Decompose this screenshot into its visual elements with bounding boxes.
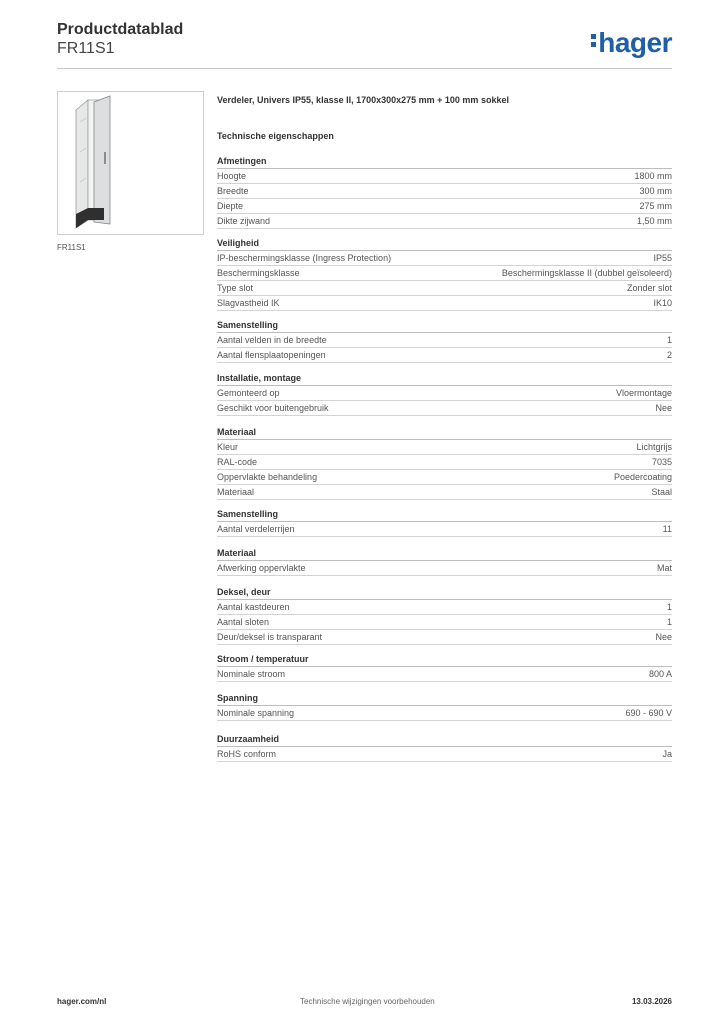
spec-value: Nee (655, 632, 672, 642)
spec-value: Nee (655, 403, 672, 413)
spec-value: 2 (666, 350, 672, 360)
section-afmetingen (217, 154, 672, 229)
spec-row (217, 600, 672, 615)
section-title: Duurzaamheid (217, 732, 672, 747)
spec-value: 300 mm (639, 186, 672, 196)
spec-label: Aantal flensplaatopeningen (217, 350, 326, 360)
spec-row (217, 386, 672, 401)
header-divider (57, 68, 672, 69)
spec-label: IP-beschermingsklasse (Ingress Protection) (217, 253, 392, 263)
spec-label: Gemonteerd op (217, 388, 280, 398)
spec-row (217, 184, 672, 199)
spec-value: Vloermontage (615, 388, 672, 398)
spec-label: Aantal sloten (217, 617, 270, 627)
spec-label: Aantal kastdeuren (217, 602, 290, 612)
hager-logo (591, 27, 672, 59)
spec-row (217, 214, 672, 229)
spec-label: Geschikt voor buitengebruik (217, 403, 329, 413)
spec-value: 11 (662, 524, 672, 534)
section-materiaal-2 (217, 546, 672, 576)
spec-row (217, 615, 672, 630)
footer-website-link[interactable]: hager.com/nl (57, 997, 107, 1006)
section-title: Samenstelling (217, 507, 672, 522)
spec-value: Lichtgrijs (636, 442, 672, 452)
spec-label: Slagvastheid IK (217, 298, 280, 308)
spec-label: Nominale stroom (217, 669, 286, 679)
section-title: Samenstelling (217, 318, 672, 333)
spec-label: Oppervlakte behandeling (217, 472, 318, 482)
spec-value: Ja (662, 749, 672, 759)
spec-row (217, 348, 672, 363)
spec-value: 7035 (651, 457, 672, 467)
spec-row (217, 747, 672, 762)
spec-row (217, 561, 672, 576)
cabinet-icon (58, 92, 203, 234)
spec-label: Hoogte (217, 171, 247, 181)
spec-row (217, 251, 672, 266)
section-title: Materiaal (217, 546, 672, 561)
spec-value: 800 A (648, 669, 672, 679)
spec-value: Mat (656, 563, 672, 573)
spec-value: Beschermingsklasse II (dubbel geïsoleerd) (501, 268, 672, 278)
spec-label: Kleur (217, 442, 239, 452)
section-samenstelling-2 (217, 507, 672, 537)
spec-value: 1,50 mm (636, 216, 672, 226)
spec-label: RoHS conform (217, 749, 277, 759)
section-title: Stroom / temperatuur (217, 652, 672, 667)
spec-value: Poedercoating (613, 472, 672, 482)
spec-row (217, 522, 672, 537)
spec-row (217, 401, 672, 416)
spec-label: Materiaal (217, 487, 255, 497)
spec-label: Nominale spanning (217, 708, 295, 718)
product-description: Verdeler, Univers IP55, klasse II, 1700x300x275 mm + 100 mm sokkel (217, 95, 509, 105)
spec-value: 690 - 690 V (625, 708, 672, 718)
section-title: Spanning (217, 691, 672, 706)
spec-label: Afwerking oppervlakte (217, 563, 306, 573)
spec-value: 1 (666, 617, 672, 627)
section-title: Deksel, deur (217, 585, 672, 600)
section-duurzaamheid (217, 732, 672, 762)
spec-row (217, 281, 672, 296)
footer-date: 13.03.2026 (631, 997, 672, 1006)
section-materiaal (217, 425, 672, 500)
section-title: Veiligheid (217, 236, 672, 251)
spec-value: Zonder slot (626, 283, 672, 293)
section-veiligheid (217, 236, 672, 311)
spec-value: IP55 (653, 253, 672, 263)
section-installatie (217, 371, 672, 416)
spec-row (217, 169, 672, 184)
section-deksel-deur (217, 585, 672, 645)
spec-row (217, 667, 672, 682)
spec-row (217, 296, 672, 311)
spec-label: Deur/deksel is transparant (217, 632, 323, 642)
spec-row (217, 470, 672, 485)
product-code: FR11S1 (57, 40, 115, 57)
spec-row (217, 706, 672, 721)
spec-row (217, 485, 672, 500)
spec-value: 1 (666, 335, 672, 345)
spec-label: Breedte (217, 186, 249, 196)
section-spanning (217, 691, 672, 721)
spec-label: RAL-code (217, 457, 258, 467)
spec-row (217, 333, 672, 348)
spec-row (217, 199, 672, 214)
image-caption: FR11S1 (57, 243, 86, 252)
spec-label: Type slot (217, 283, 254, 293)
spec-row (217, 630, 672, 645)
spec-label: Dikte zijwand (217, 216, 271, 226)
spec-label: Aantal velden in de breedte (217, 335, 327, 345)
spec-row (217, 440, 672, 455)
logo-colon-icon (591, 31, 597, 50)
spec-value: 275 mm (639, 201, 672, 211)
spec-value: 1 (666, 602, 672, 612)
section-title: Materiaal (217, 425, 672, 440)
spec-label: Beschermingsklasse (217, 268, 300, 278)
page-title: Productdatablad (57, 21, 184, 38)
spec-row (217, 455, 672, 470)
spec-row (217, 266, 672, 281)
spec-value: 1800 mm (634, 171, 672, 181)
spec-label: Aantal verdelerrijen (217, 524, 295, 534)
section-samenstelling (217, 318, 672, 363)
section-title: Installatie, montage (217, 371, 672, 386)
footer-notice: Technische wijzigingen voorbehouden (300, 997, 435, 1006)
spec-value: IK10 (653, 298, 672, 308)
logo-text: hager (598, 27, 672, 58)
section-stroom (217, 652, 672, 682)
section-title: Afmetingen (217, 154, 672, 169)
tech-heading: Technische eigenschappen (217, 131, 334, 141)
cabinet-image (57, 91, 204, 235)
spec-value: Staal (651, 487, 672, 497)
spec-label: Diepte (217, 201, 244, 211)
